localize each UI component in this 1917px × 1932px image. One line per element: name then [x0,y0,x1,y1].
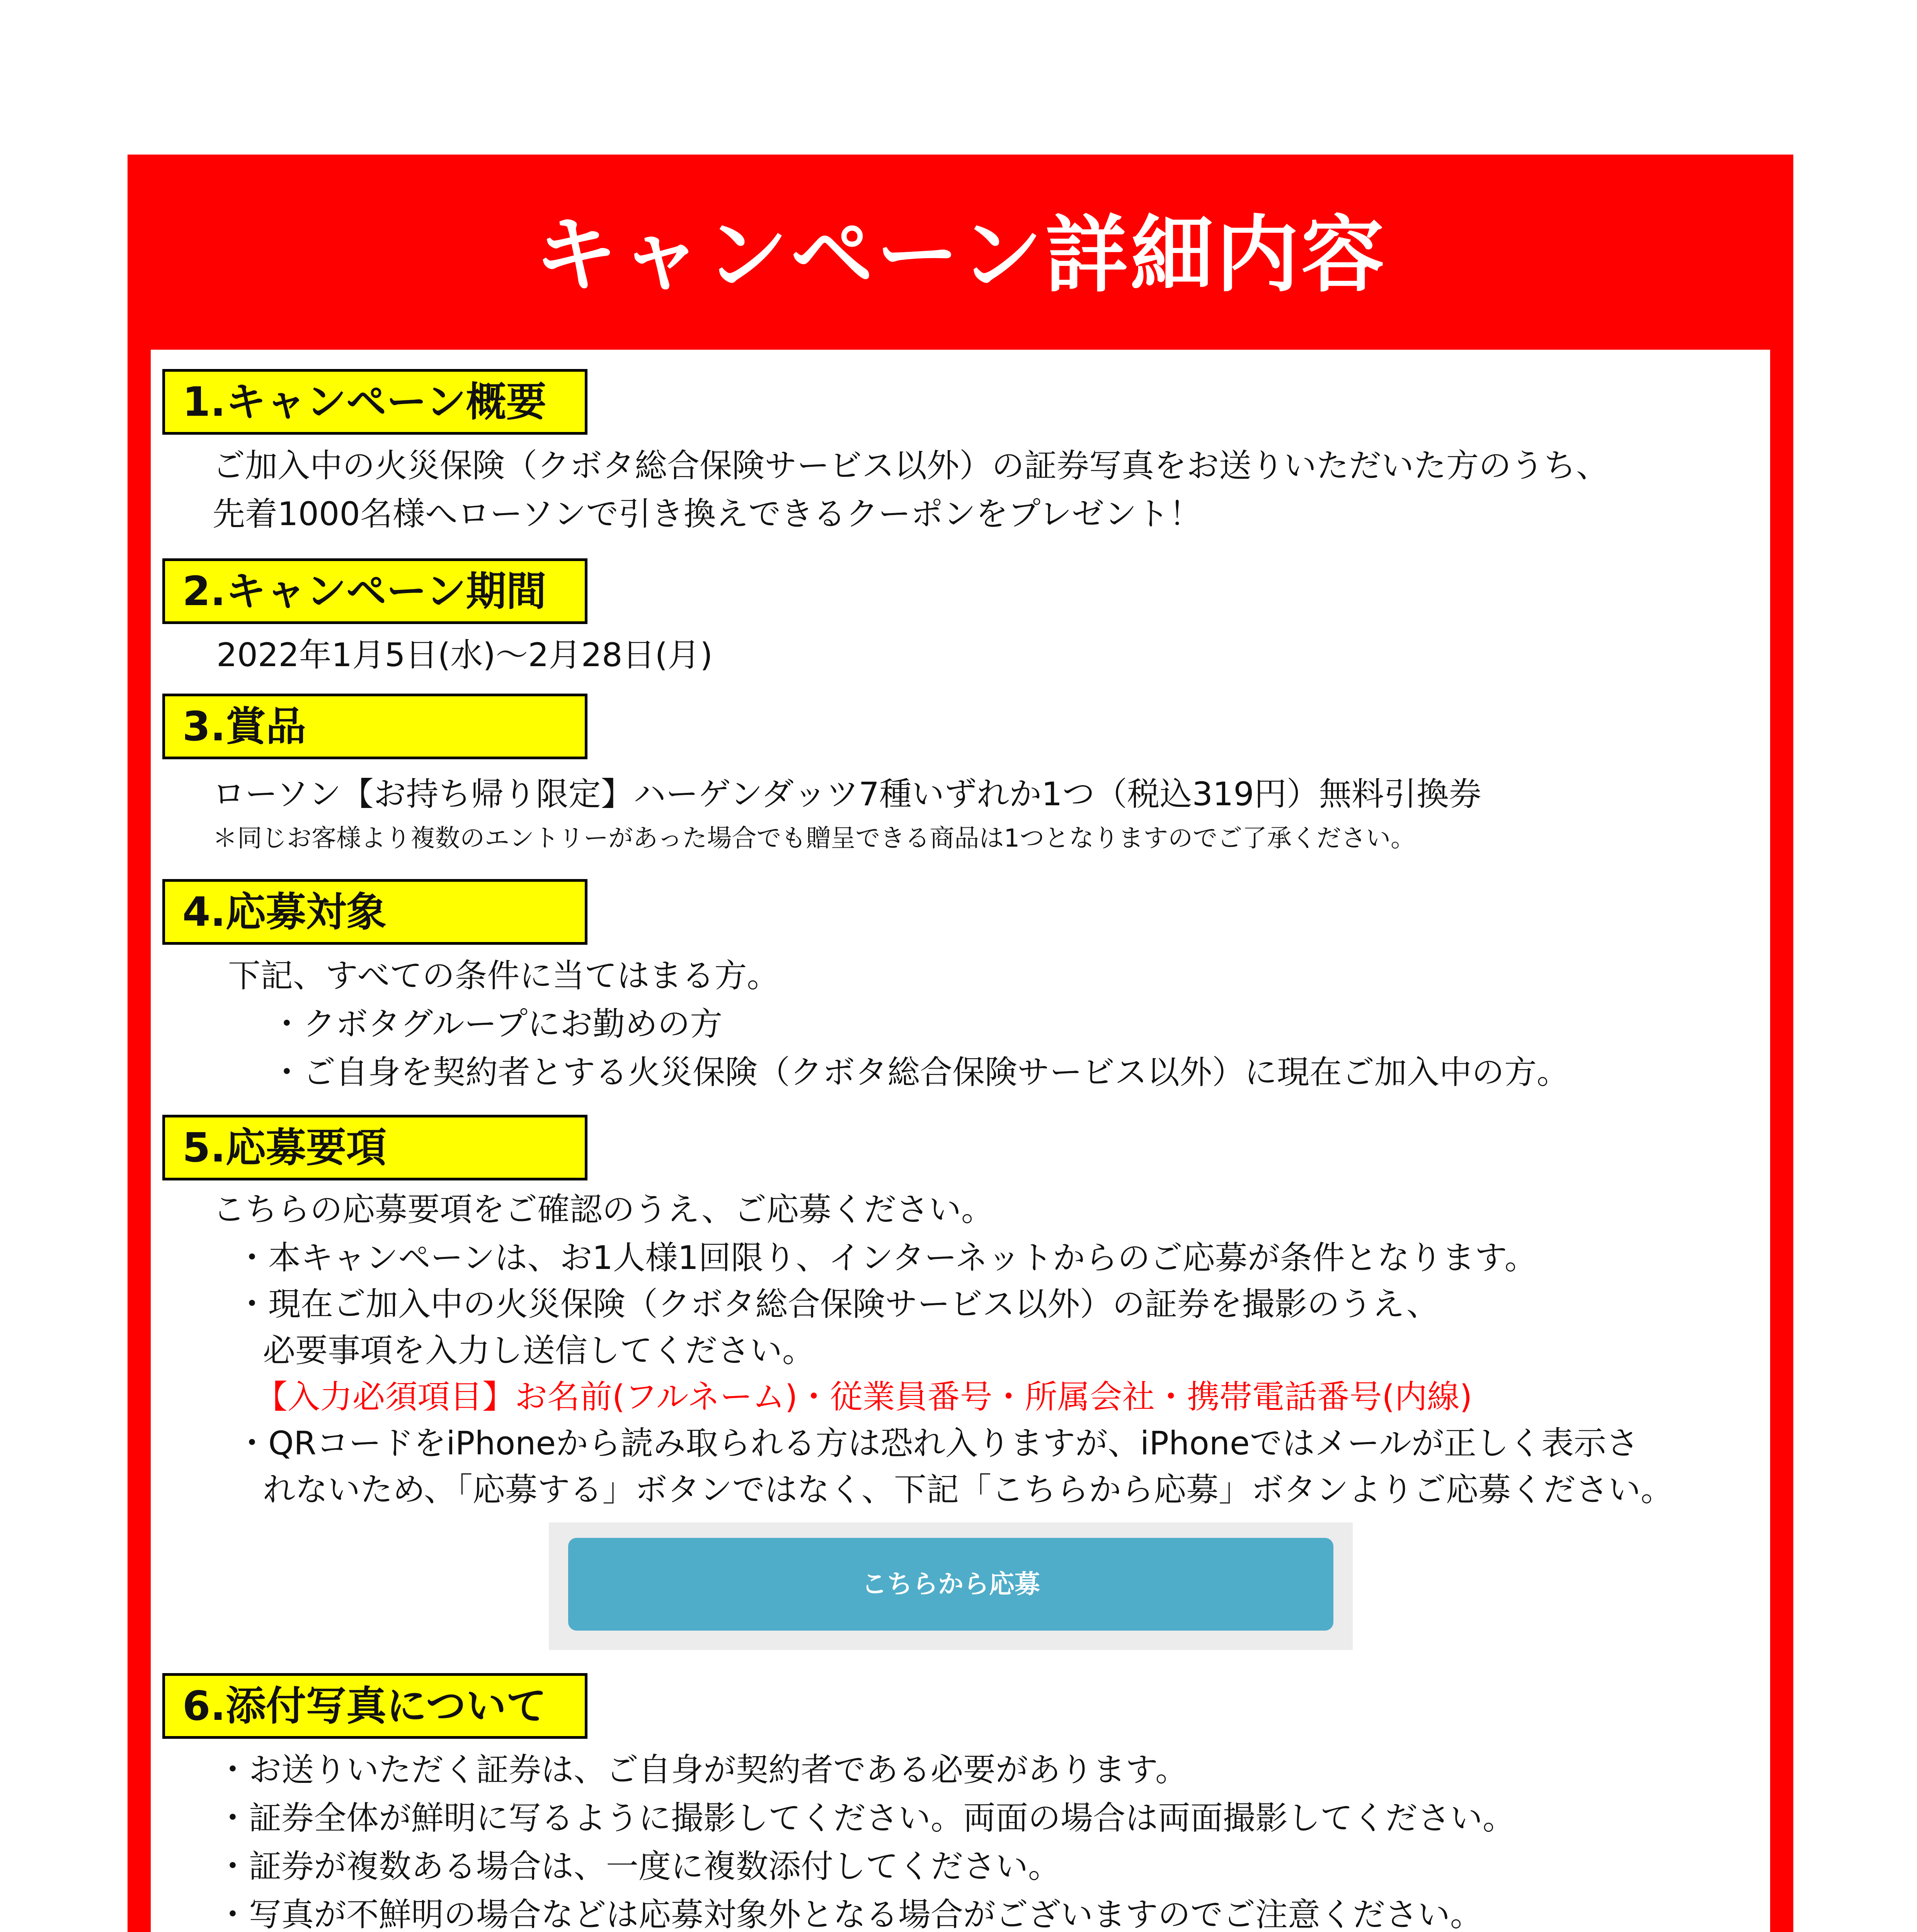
required-fields-text: 【入力必須項目】お名前(フルネーム)・従業員番号・所属会社・携帯電話番号(内線) [255,1378,1473,1416]
photos-item: ・証券が複数ある場合は、一度に複数添付してください。 [216,1847,1061,1885]
eligibility-item: ・クボタグループにお勤めの方 [271,1005,723,1043]
section-heading-overview: 1.キャンペーン概要 [162,369,587,435]
guidelines-item: ・本キャンペーンは、お1人様1回限り、インターネットからのご応募が条件となります。 [236,1239,1537,1277]
overview-text: ご加入中の火災保険（クボタ総合保険サービス以外）の証券写真をお送りいただいた方のうち、 [213,447,1609,485]
section-heading-guidelines: 5.応募要項 [162,1115,587,1180]
photos-item: ・証券全体が鮮明に写るように撮影してください。両面の場合は両面撮影してください。 [216,1799,1515,1837]
prize-text: ローソン【お持ち帰り限定】ハーゲンダッツ7種いずれか1つ（税込319円）無料引換券 [213,775,1481,813]
eligibility-item: ・ご自身を契約者とする火災保険（クボタ総合保険サービス以外）に現在ご加入中の方。 [271,1053,1570,1091]
period-text: 2022年1月5日(水)～2月28日(月) [216,636,713,674]
photos-item: ・お送りいただく証券は、ご自身が契約者である必要があります。 [216,1751,1188,1789]
prize-note: ＊同じお客様より複数のエントリーがあった場合でも贈呈できる商品は1つとなりますのでご了承ください。 [213,824,1416,853]
photos-item: ・写真が不鮮明の場合などは応募対象外となる場合がございますのでご注意ください。 [216,1896,1483,1932]
guidelines-item: ・QRコードをiPhoneから読み取られる方は恐れ入りますが、iPhoneではメールが正しく表示さ [236,1424,1639,1462]
section-heading-photos: 6.添付写真について [162,1673,587,1739]
guidelines-item: ・現在ご加入中の火災保険（クボタ総合保険サービス以外）の証券を撮影のうえ、 [236,1285,1439,1323]
apply-here-button[interactable]: こちらから応募 [568,1538,1333,1631]
section-heading-eligibility: 4.応募対象 [162,879,587,945]
guidelines-item: れないため、「応募する」ボタンではなく、下記「こちらから応募」ボタンよりご応募ください。 [263,1471,1673,1509]
overview-text: 先着1000名様へローソンで引き換えできるクーポンをプレゼント！ [213,495,1202,533]
eligibility-text: 下記、すべての条件に当てはまる方。 [228,957,780,995]
guidelines-text: こちらの応募要項をご確認のうえ、ご応募ください。 [213,1190,994,1228]
guidelines-item: 必要事項を入力し送信してください。 [263,1332,815,1369]
apply-button-area [549,1522,1353,1650]
section-heading-prize: 3.賞品 [162,694,587,759]
page-title: キャンペーン詳細内容 [534,206,1387,303]
section-heading-period: 2.キャンペーン期間 [162,558,587,624]
